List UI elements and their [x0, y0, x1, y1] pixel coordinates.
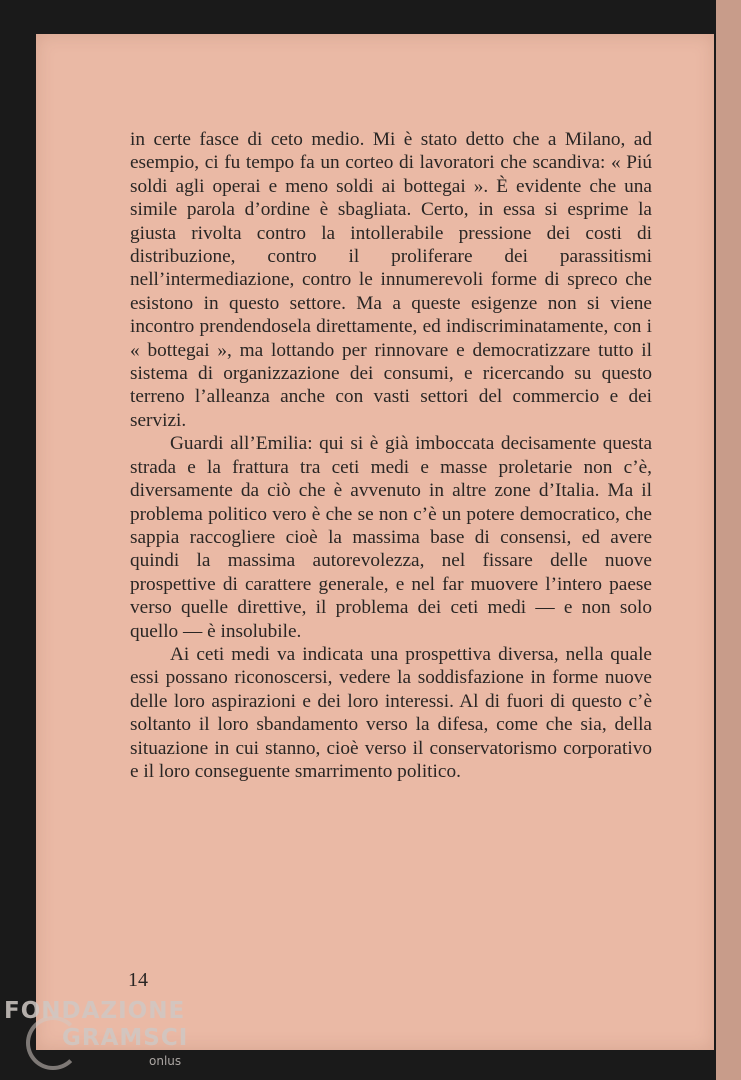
body-text [130, 128, 652, 783]
page-number: 14 [128, 969, 148, 991]
book-edge [716, 0, 741, 1080]
fondazione-gramsci-logo [4, 998, 204, 1078]
paragraph-3: Ai ceti medi va indicata una prospettiva diversa, nella quale essi possano riconoscersi, vedere la soddisfazione in forme nuove delle loro aspirazioni e dei loro interessi. Al di fuori di questo c’è soltanto il loro sbandamento verso la difesa, come che sia, della situazione in cui stanno, cioè verso il conservatorismo corporativo e il loro conseguente smarrimento politico. [130, 643, 652, 782]
logo-line-2: GRAMSCI [62, 1025, 189, 1051]
paragraph-2: Guardi all’Emilia: qui si è già imboccata decisamente questa strada e la frattura tra ceti medi e masse proletarie non c’è, diversamente da ciò che è avvenuto in altre zone d’Italia. Ma il problema politico vero è che se non c’è un potere democratico, che sappia raccogliere cioè la massima base di consensi, ed avere quindi la massima autorevolezza, nel fissare delle nuove prospettive di carattere generale, e nel far muovere l’intero paese verso quelle direttive, il problema dei ceti medi — e non solo quello — è insolubile. [130, 433, 652, 642]
logo-line-3: onlus [149, 1054, 182, 1068]
paragraph-1: in certe fasce di ceto medio. Mi è stato detto che a Milano, ad esempio, ci fu tempo fa un corteo di lavoratori che scandiva: « Piú soldi agli operai e meno soldi ai bottegai ». È evidente che una simile parola d’ordine è sbagliata. Certo, in essa si esprime la giusta rivolta contro la intollerabile pressione dei costi di distribuzione, contro il proliferare dei parassitismi nell’intermediazione, contro le innumerevoli forme di spreco che esistono in questo settore. Ma a queste esigenze non si viene incontro prendendosela direttamente, ed indiscriminatamente, con i « bottegai », ma lottando per rinnovare e democratizzare tutto il sistema di organizzazione dei consumi, e ricercando su questo terreno l’alleanza anche con vasti settori del commercio e dei servizi. [130, 129, 652, 431]
logo-line-1: FONDAZIONE [4, 998, 186, 1024]
